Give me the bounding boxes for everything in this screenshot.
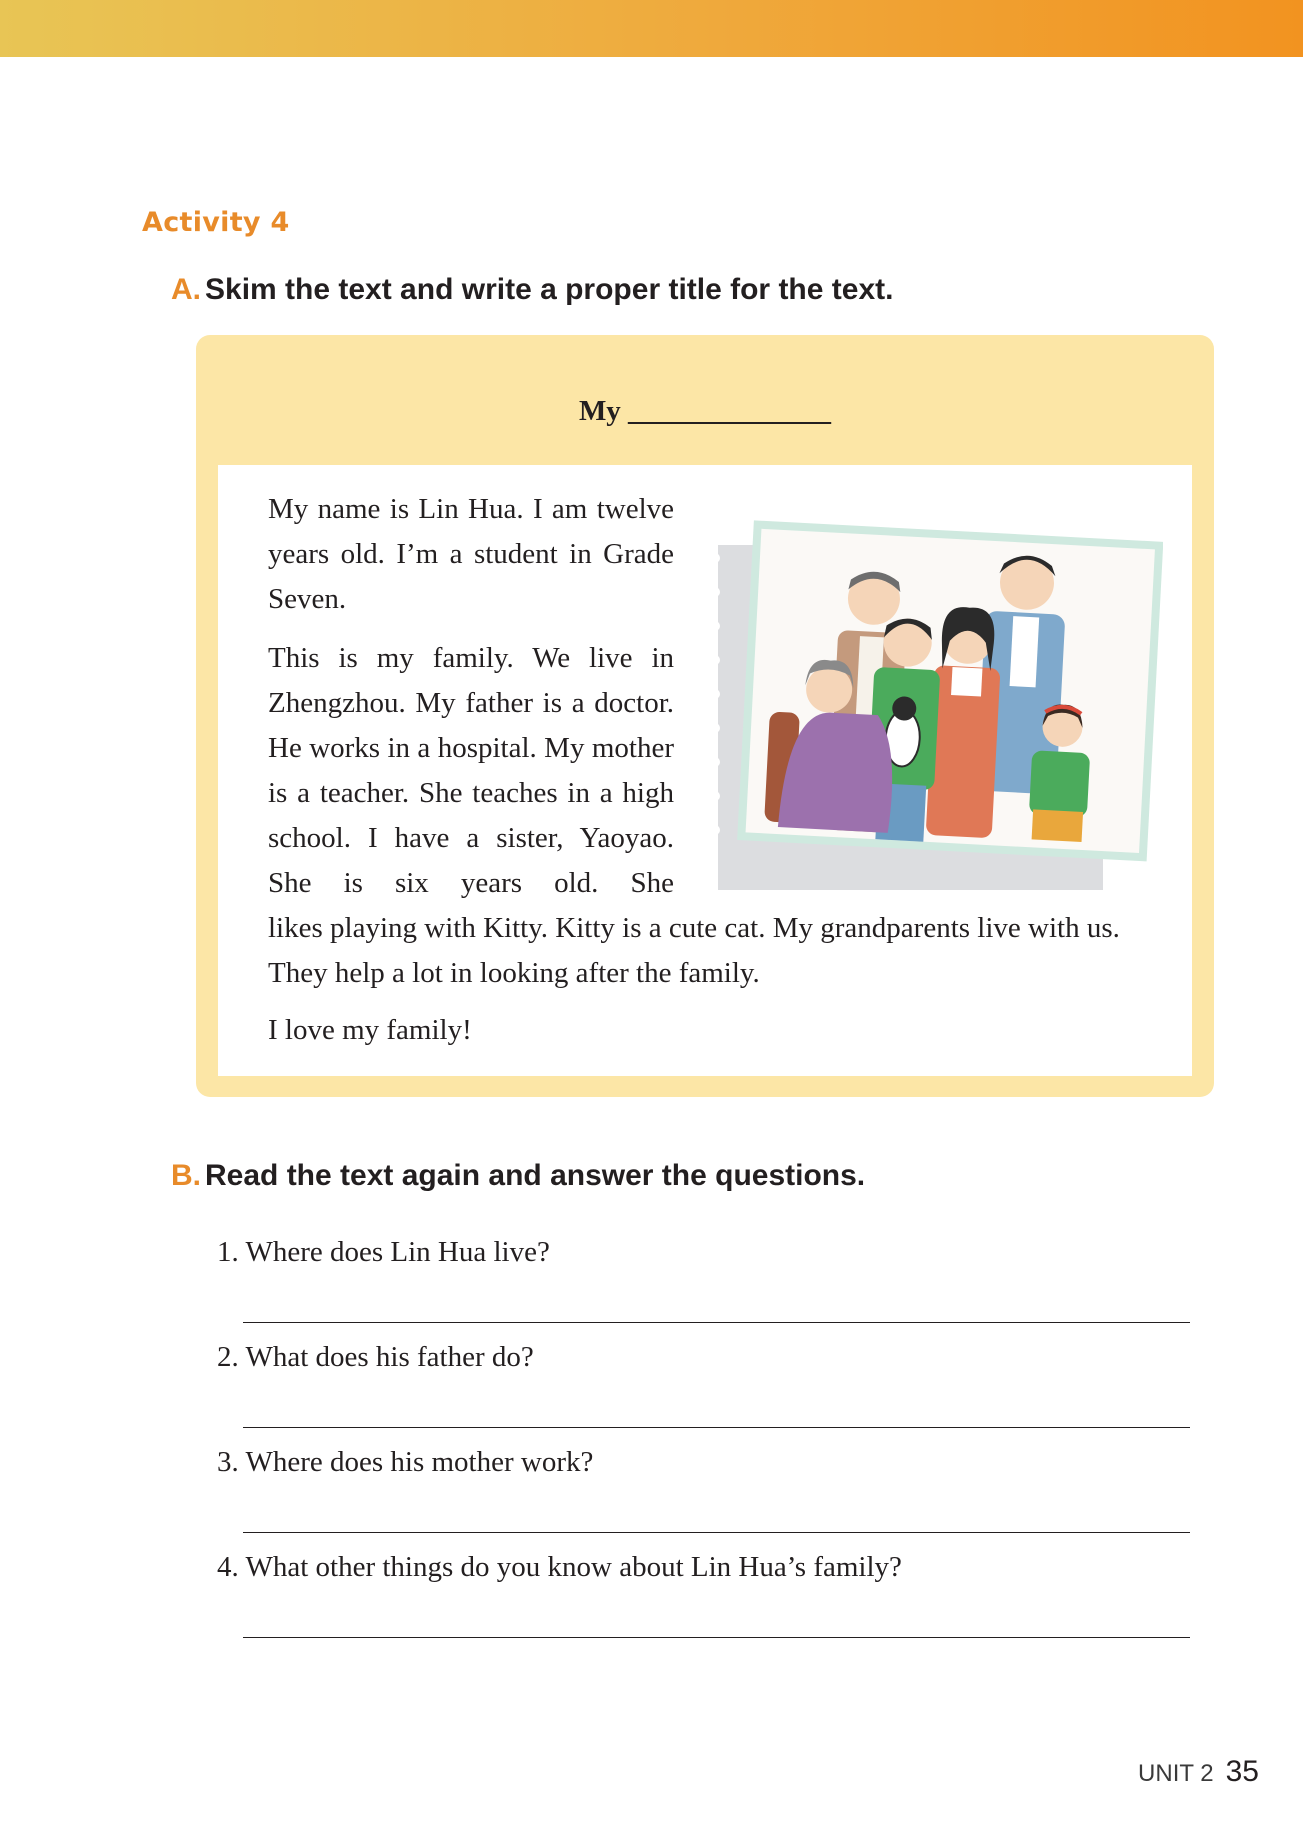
question-2: 2. What does his father do? [217,1341,534,1373]
question-1: 1. Where does Lin Hua live? [217,1236,550,1268]
activity-title: Activity 4 [142,207,290,238]
page-footer [1138,1755,1259,1789]
section-b-letter: B. [171,1159,201,1192]
reading-box [196,335,1214,1097]
answer-line-1[interactable] [243,1322,1190,1323]
family-photo [693,490,1163,890]
answer-line-2[interactable] [243,1427,1190,1428]
answer-line-3[interactable] [243,1532,1190,1533]
unit-label: UNIT 2 [1138,1760,1214,1787]
reading-panel [218,465,1192,1076]
paragraph-1: My name is Lin Hua. I am twelve years old. I’m a student in Grade Seven. [268,493,674,615]
section-b-instruction: Read the text again and answer the questions. [205,1159,866,1192]
paragraph-2-top: This is my family. We live in Zhengzhou. My father is a doctor. He works in a hospital. My mother is a teacher. She teaches in a high school. I have a sister, Yaoyao. She is six years old. She [268,642,674,899]
family-photo-icon [693,490,1163,890]
paragraph-3: I love my family! [268,1014,472,1046]
question-3: 3. Where does his mother work? [217,1446,594,1478]
question-4: 4. What other things do you know about Lin Hua’s family? [217,1551,902,1583]
section-a-instruction: Skim the text and write a proper title for the text. [205,273,894,306]
top-banner [0,0,1303,57]
section-b-heading [171,1159,865,1193]
page-number: 35 [1225,1755,1259,1788]
section-a-heading [171,273,893,307]
paragraph-2-bottom: likes playing with Kitty. Kitty is a cute cat. My grandparents live with us. They help a lot in looking after the family. [268,912,1120,989]
text-title: My ______________ [578,395,832,427]
section-a-letter: A. [171,273,201,306]
answer-line-4[interactable] [243,1637,1190,1638]
